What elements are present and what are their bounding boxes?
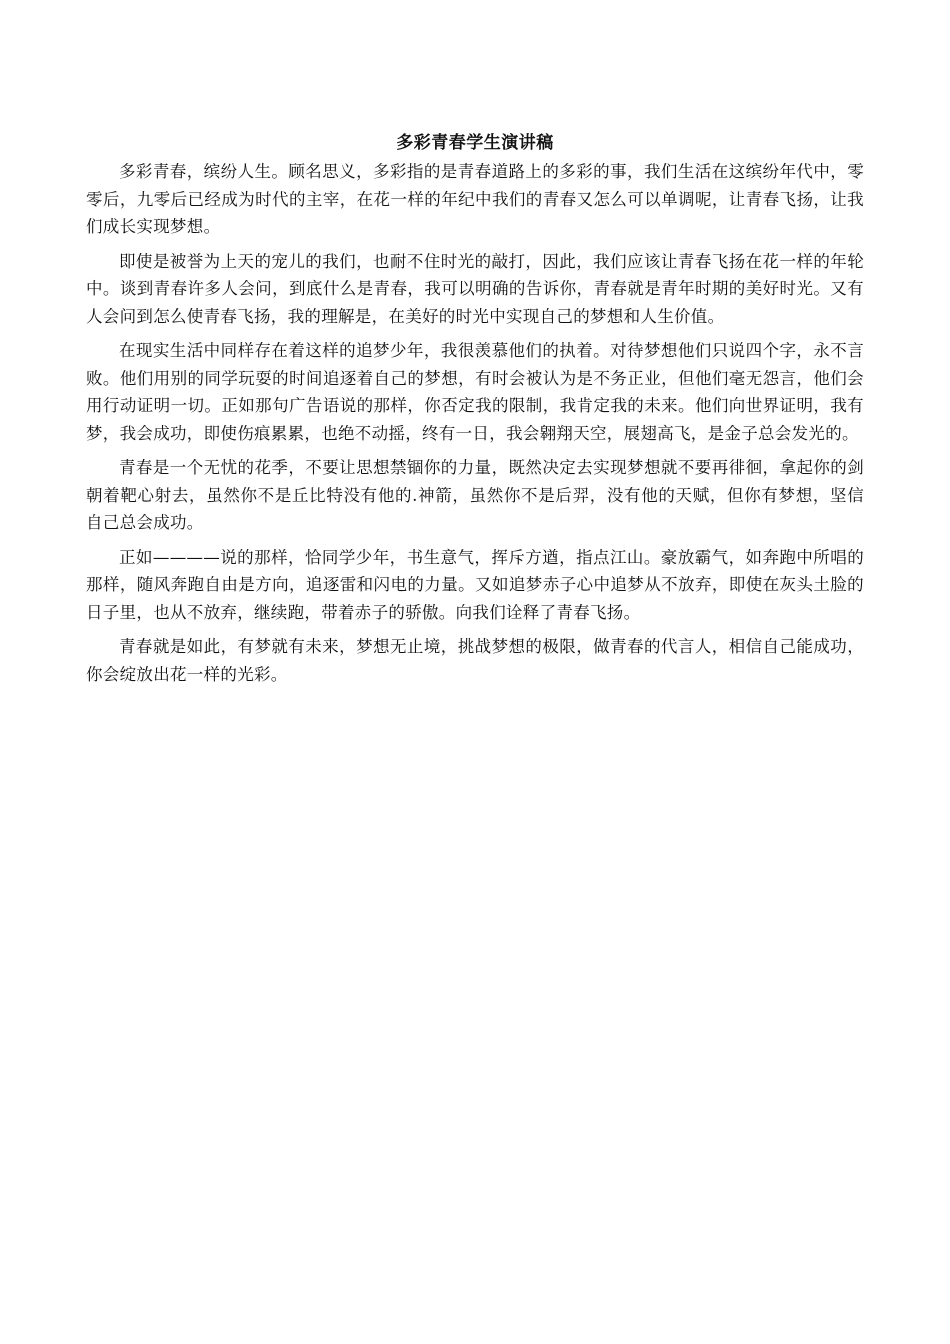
document-body bbox=[86, 130, 864, 695]
paragraph-6: 青春就是如此，有梦就有未来，梦想无止境，挑战梦想的极限，做青春的代言人，相信自己能成功，你会绽放出花一样的光彩。 bbox=[86, 637, 864, 684]
paragraph-5: 正如————说的那样，恰同学少年，书生意气，挥斥方遒，指点江山。豪放霸气，如奔跑中所唱的那样，随风奔跑自由是方向，追逐雷和闪电的力量。又如追梦赤子心中追梦从不放弃，即使在灰头土脸的日子里，也从不放弃，继续跑，带着赤子的骄傲。向我们诠释了青春飞扬。 bbox=[86, 547, 864, 622]
document-title: 多彩青春学生演讲稿 bbox=[396, 133, 554, 153]
paragraph-1: 多彩青春，缤纷人生。顾名思义，多彩指的是青春道路上的多彩的事，我们生活在这缤纷年代中，零零后，九零后已经成为时代的主宰，在花一样的年纪中我们的青春又怎么可以单调呢，让青春飞扬，让我们成长实现梦想。 bbox=[86, 162, 864, 236]
paragraph-4: 青春是一个无忧的花季，不要让思想禁锢你的力量，既然决定去实现梦想就不要再徘徊，拿起你的剑朝着靶心射去，虽然你不是丘比特没有他的.神箭，虽然你不是后羿，没有他的天赋，但你有梦想，坚信自己总会成功。 bbox=[86, 458, 864, 532]
paragraph-3: 在现实生活中同样存在着这样的追梦少年，我很羡慕他们的执着。对待梦想他们只说四个字，永不言败。他们用别的同学玩耍的时间追逐着自己的梦想，有时会被认为是不务正业，但他们毫无怨言，他们会用行动证明一切。正如那句广告语说的那样，你否定我的限制，我肯定我的未来。他们向世界证明，我有梦，我会成功，即使伤痕累累，也绝不动摇，终有一日，我会翱翔天空，展翅高飞，是金子总会发光的。 bbox=[86, 341, 864, 443]
paragraph-2: 即使是被誉为上天的宠儿的我们，也耐不住时光的敲打，因此，我们应该让青春飞扬在花一样的年轮中。谈到青春许多人会问，到底什么是青春，我可以明确的告诉你，青春就是青年时期的美好时光。又有人会问到怎么使青春飞扬，我的理解是，在美好的时光中实现自己的梦想和人生价值。 bbox=[86, 251, 864, 326]
